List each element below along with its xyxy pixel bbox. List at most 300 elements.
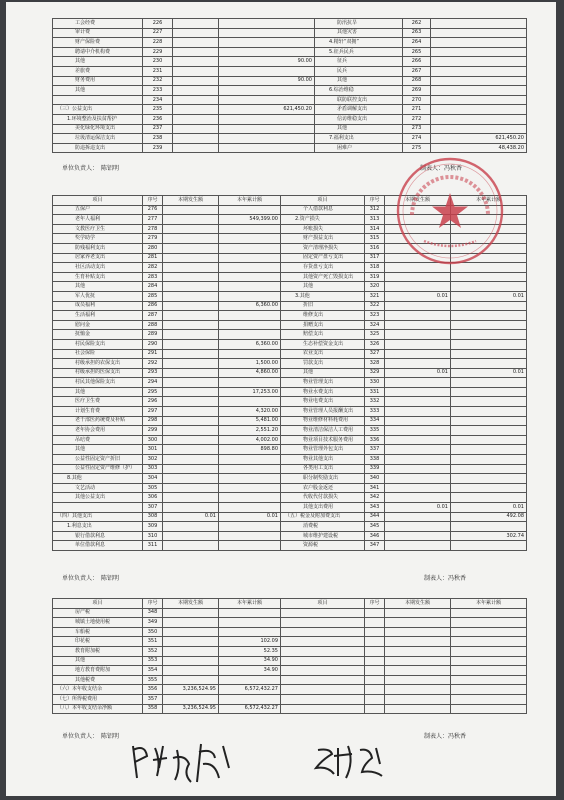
item-label: 7.福利支出 [315, 134, 403, 144]
table-row [53, 76, 527, 86]
period-amount [385, 656, 451, 666]
year-amount [431, 86, 527, 96]
table-row [53, 426, 527, 436]
table-row [53, 503, 527, 513]
period-amount [163, 397, 219, 407]
handwritten-signature-unit-head [125, 738, 245, 788]
year-amount [451, 541, 527, 551]
row-number: 278 [143, 224, 163, 234]
year-amount [219, 224, 281, 234]
period-amount [163, 608, 219, 618]
period-amount [385, 483, 451, 493]
year-amount [219, 134, 315, 144]
table-row [53, 493, 527, 503]
item-label: 慰问金 [53, 320, 143, 330]
year-amount: 302.74 [451, 531, 527, 541]
table-row [53, 359, 527, 369]
column-header: 本期发生额 [163, 196, 219, 206]
item-label [281, 656, 365, 666]
period-amount [385, 541, 451, 551]
row-number: 281 [143, 253, 163, 263]
year-amount [451, 339, 527, 349]
row-number: 353 [143, 656, 163, 666]
row-number: 314 [365, 224, 385, 234]
year-amount [451, 694, 527, 704]
table-row [53, 474, 527, 484]
item-label [281, 608, 365, 618]
expense-table-1 [52, 18, 527, 153]
row-number: 229 [143, 47, 173, 57]
item-label: 个人借款利息 [281, 205, 365, 215]
item-label: 社会保险 [53, 349, 143, 359]
row-number: 264 [403, 38, 431, 48]
table-row [53, 512, 527, 522]
item-label: 成员福利 [53, 301, 143, 311]
row-number: 331 [365, 387, 385, 397]
year-amount [451, 464, 527, 474]
row-number: 271 [403, 105, 431, 115]
row-number: 357 [143, 694, 163, 704]
period-amount [163, 675, 219, 685]
item-label: 维修支出 [281, 311, 365, 321]
year-amount: 1,500.00 [219, 359, 281, 369]
item-label: 其他 [53, 445, 143, 455]
year-amount [219, 66, 315, 76]
period-amount [163, 666, 219, 676]
item-label: 各类用工支出 [281, 464, 365, 474]
year-amount [451, 656, 527, 666]
year-amount [219, 608, 281, 618]
row-number: 228 [143, 38, 173, 48]
row-number: 230 [143, 57, 173, 67]
item-label: 其他 [315, 124, 403, 134]
table-row [53, 627, 527, 637]
row-number: 304 [143, 474, 163, 484]
item-label: 村级承担的医保支出 [53, 368, 143, 378]
row-number: 325 [365, 330, 385, 340]
row-number [365, 685, 385, 695]
row-number: 309 [143, 522, 163, 532]
table-row [53, 704, 527, 714]
period-amount [385, 330, 451, 340]
year-amount: 90.00 [219, 57, 315, 67]
year-amount [219, 627, 281, 637]
period-amount [163, 474, 219, 484]
row-number: 324 [365, 320, 385, 330]
period-amount [163, 445, 219, 455]
row-number [365, 637, 385, 647]
year-amount [219, 291, 281, 301]
item-label: 其他 [281, 282, 365, 292]
year-amount: 90.00 [219, 76, 315, 86]
item-label: 物业清洁保洁人工费用 [281, 426, 365, 436]
official-seal-stamp [394, 155, 506, 267]
year-amount [219, 38, 315, 48]
item-label: 8.其他 [53, 474, 143, 484]
row-number: 234 [143, 95, 173, 105]
item-label: 老年人福利 [53, 215, 143, 225]
table-row [53, 464, 527, 474]
item-label [281, 694, 365, 704]
row-number: 320 [365, 282, 385, 292]
row-number: 335 [365, 426, 385, 436]
item-label: 困难户 [315, 143, 403, 153]
period-amount [385, 493, 451, 503]
row-number: 290 [143, 339, 163, 349]
year-amount [451, 608, 527, 618]
item-label: 其他 [281, 368, 365, 378]
row-number: 282 [143, 263, 163, 273]
year-amount [451, 522, 527, 532]
column-header: 序号 [365, 599, 385, 609]
period-amount [163, 435, 219, 445]
year-amount [431, 28, 527, 38]
table-row [53, 675, 527, 685]
period-amount [385, 685, 451, 695]
item-label [281, 704, 365, 714]
period-amount: 0.01 [163, 512, 219, 522]
item-label: （七）所得税费用 [53, 694, 143, 704]
period-amount [163, 522, 219, 532]
table-row [53, 522, 527, 532]
row-number: 266 [403, 57, 431, 67]
item-label: 财产保险费 [53, 38, 143, 48]
row-number: 343 [365, 503, 385, 513]
row-number: 334 [365, 416, 385, 426]
item-label: 5.征兵民兵 [315, 47, 403, 57]
item-label: 物业水费支出 [281, 387, 365, 397]
period-amount [163, 493, 219, 503]
year-amount [219, 86, 315, 96]
period-amount [385, 512, 451, 522]
column-header: 序号 [143, 196, 163, 206]
row-number: 277 [143, 215, 163, 225]
period-amount [163, 243, 219, 253]
table-row [53, 445, 527, 455]
period-amount [385, 397, 451, 407]
item-label: 其他 [53, 387, 143, 397]
year-amount [451, 320, 527, 330]
period-amount [385, 618, 451, 628]
row-number: 329 [365, 368, 385, 378]
row-number: 311 [143, 541, 163, 551]
column-header: 项目 [53, 196, 143, 206]
period-amount [163, 416, 219, 426]
year-amount [219, 282, 281, 292]
year-amount [431, 47, 527, 57]
item-label: 文教医疗卫生 [53, 224, 143, 234]
row-number: 352 [143, 646, 163, 656]
year-amount [451, 455, 527, 465]
item-label: 老干部医药统费及补贴 [53, 416, 143, 426]
year-amount [451, 618, 527, 628]
year-amount: 5,481.00 [219, 416, 281, 426]
row-number: 274 [403, 134, 431, 144]
period-amount [385, 320, 451, 330]
year-amount [219, 675, 281, 685]
item-label: 其他 [53, 86, 143, 96]
item-label: 差旅费 [53, 66, 143, 76]
period-amount [385, 474, 451, 484]
period-amount [163, 301, 219, 311]
item-label: 老年协会费用 [53, 426, 143, 436]
item-label: 农业支出 [281, 349, 365, 359]
table-row [53, 666, 527, 676]
row-number: 263 [403, 28, 431, 38]
period-amount [163, 234, 219, 244]
table-row [53, 38, 527, 48]
item-label: 赔偿支出 [281, 330, 365, 340]
item-label: 军人优抚 [53, 291, 143, 301]
period-amount [385, 646, 451, 656]
item-label: 公益性固定资产折旧 [53, 455, 143, 465]
year-amount [219, 464, 281, 474]
year-amount [451, 646, 527, 656]
row-number: 300 [143, 435, 163, 445]
year-amount [451, 407, 527, 417]
item-label: 教育附加税 [53, 646, 143, 656]
preparer-signature-label-2: 制表人：冯秋香 [424, 575, 467, 582]
year-amount [219, 694, 281, 704]
period-amount [173, 86, 219, 96]
period-amount [173, 105, 219, 115]
table-header-row [53, 599, 527, 609]
row-number [365, 704, 385, 714]
item-label: 防违拆违支出 [53, 143, 143, 153]
row-number: 302 [143, 455, 163, 465]
year-amount [219, 263, 281, 273]
table-row [53, 114, 527, 124]
row-number: 296 [143, 397, 163, 407]
item-label: 生态补偿资金支出 [281, 339, 365, 349]
row-number: 299 [143, 426, 163, 436]
period-amount [163, 339, 219, 349]
row-number: 349 [143, 618, 163, 628]
year-amount [451, 397, 527, 407]
row-number: 284 [143, 282, 163, 292]
row-number: 270 [403, 95, 431, 105]
item-label: 物业电费支出 [281, 397, 365, 407]
tax-summary-table [52, 598, 527, 714]
row-number: 346 [365, 531, 385, 541]
period-amount [385, 522, 451, 532]
item-label: 抚恤金 [53, 330, 143, 340]
year-amount [451, 627, 527, 637]
row-number: 267 [403, 66, 431, 76]
period-amount: 3,236,524.95 [163, 704, 219, 714]
year-amount: 898.80 [219, 445, 281, 455]
item-label: 矛盾调解支出 [315, 105, 403, 115]
item-label: 其他 [53, 282, 143, 292]
unit-head-signature-label-1: 单位负责人： 陈铝明 [62, 165, 120, 172]
item-label: （八）本年收支结余净额 [53, 704, 143, 714]
row-number: 338 [365, 455, 385, 465]
row-number: 239 [143, 143, 173, 153]
period-amount [385, 407, 451, 417]
row-number: 323 [365, 311, 385, 321]
period-amount [385, 531, 451, 541]
period-amount [163, 637, 219, 647]
row-number: 289 [143, 330, 163, 340]
item-label: 捐赠支出 [281, 320, 365, 330]
year-amount [219, 28, 315, 38]
row-number: 237 [143, 124, 173, 134]
year-amount [219, 95, 315, 105]
year-amount [219, 47, 315, 57]
preparer-signature-label-3: 制表人：冯秋香 [424, 733, 467, 740]
period-amount [173, 95, 219, 105]
table-row [53, 435, 527, 445]
year-amount [451, 416, 527, 426]
period-amount [385, 378, 451, 388]
item-label: 资源税 [281, 541, 365, 551]
period-amount [163, 320, 219, 330]
row-number [365, 627, 385, 637]
year-amount [431, 66, 527, 76]
year-amount [219, 124, 315, 134]
year-amount [219, 503, 281, 513]
year-amount [219, 397, 281, 407]
row-number: 294 [143, 378, 163, 388]
item-label: 居家养老支出 [53, 253, 143, 263]
period-amount [163, 407, 219, 417]
period-amount [173, 19, 219, 29]
row-number: 297 [143, 407, 163, 417]
year-amount [431, 105, 527, 115]
item-label: 其他 [53, 57, 143, 67]
period-amount [163, 263, 219, 273]
item-label: 信访维稳支出 [315, 114, 403, 124]
period-amount [385, 387, 451, 397]
item-label: 罚款支出 [281, 359, 365, 369]
year-amount [451, 445, 527, 455]
year-amount [219, 522, 281, 532]
item-label: 聘请中介机构费 [53, 47, 143, 57]
row-number: 356 [143, 685, 163, 695]
period-amount [385, 339, 451, 349]
period-amount [163, 531, 219, 541]
period-amount [163, 455, 219, 465]
table-row [53, 291, 527, 301]
row-number: 321 [365, 291, 385, 301]
row-number [365, 675, 385, 685]
row-number: 316 [365, 243, 385, 253]
period-amount [385, 675, 451, 685]
column-header: 项目 [281, 599, 365, 609]
unit-head-signature-label-2: 单位负责人： 陈铝明 [62, 575, 120, 582]
row-number: 340 [365, 474, 385, 484]
year-amount: 492.08 [451, 512, 527, 522]
item-label: 社区活动支出 [53, 263, 143, 273]
period-amount [173, 28, 219, 38]
column-header: 本期发生额 [163, 599, 219, 609]
period-amount [385, 704, 451, 714]
item-label: 垃圾清运保洁支出 [53, 134, 143, 144]
table-row [53, 301, 527, 311]
table-row [53, 368, 527, 378]
row-number: 337 [365, 445, 385, 455]
table-row [53, 416, 527, 426]
row-number: 355 [143, 675, 163, 685]
item-label: 村民其他保险支出 [53, 378, 143, 388]
item-label: 生育补贴支出 [53, 272, 143, 282]
period-amount [163, 330, 219, 340]
table-row [53, 57, 527, 67]
period-amount [163, 368, 219, 378]
item-label: 印花税 [53, 637, 143, 647]
year-amount [219, 234, 281, 244]
row-number: 303 [143, 464, 163, 474]
row-number: 342 [365, 493, 385, 503]
item-label: （六）本年收支结余 [53, 685, 143, 695]
table-row [53, 646, 527, 656]
year-amount [219, 114, 315, 124]
period-amount [163, 387, 219, 397]
item-label: 联防联控支出 [315, 95, 403, 105]
period-amount [163, 656, 219, 666]
row-number: 233 [143, 86, 173, 96]
item-label: 其他 [53, 656, 143, 666]
year-amount [451, 349, 527, 359]
period-amount [173, 76, 219, 86]
year-amount [219, 474, 281, 484]
table-row [53, 66, 527, 76]
table-row [53, 694, 527, 704]
row-number: 288 [143, 320, 163, 330]
item-label: 征兵 [315, 57, 403, 67]
period-amount [163, 618, 219, 628]
row-number: 310 [143, 531, 163, 541]
column-header: 本年累计额 [219, 196, 281, 206]
table-row [53, 387, 527, 397]
year-amount [431, 124, 527, 134]
row-number: 341 [365, 483, 385, 493]
item-label: 存货盘亏支出 [281, 263, 365, 273]
row-number: 306 [143, 493, 163, 503]
item-label: 单位借款利息 [53, 541, 143, 551]
row-number: 319 [365, 272, 385, 282]
row-number: 275 [403, 143, 431, 153]
period-amount: 0.01 [385, 291, 451, 301]
table-row [53, 483, 527, 493]
row-number: 227 [143, 28, 173, 38]
year-amount [451, 301, 527, 311]
unit-head-signature-label-3: 单位负责人： 陈铝明 [62, 733, 120, 740]
row-number: 269 [403, 86, 431, 96]
year-amount [451, 637, 527, 647]
year-amount: 0.01 [451, 368, 527, 378]
item-label: 车船税 [53, 627, 143, 637]
column-header: 本期发生额 [385, 599, 451, 609]
row-number: 327 [365, 349, 385, 359]
row-number: 339 [365, 464, 385, 474]
period-amount: 0.01 [385, 368, 451, 378]
row-number: 292 [143, 359, 163, 369]
year-amount [219, 378, 281, 388]
year-amount [451, 483, 527, 493]
year-amount [219, 330, 281, 340]
year-amount: 6,360.00 [219, 301, 281, 311]
year-amount [219, 272, 281, 282]
table-row [53, 531, 527, 541]
item-label: 医疗卫生费 [53, 397, 143, 407]
year-amount [219, 618, 281, 628]
table-row [53, 320, 527, 330]
table-row [53, 455, 527, 465]
period-amount [173, 143, 219, 153]
period-amount [163, 282, 219, 292]
year-amount: 4,002.00 [219, 435, 281, 445]
